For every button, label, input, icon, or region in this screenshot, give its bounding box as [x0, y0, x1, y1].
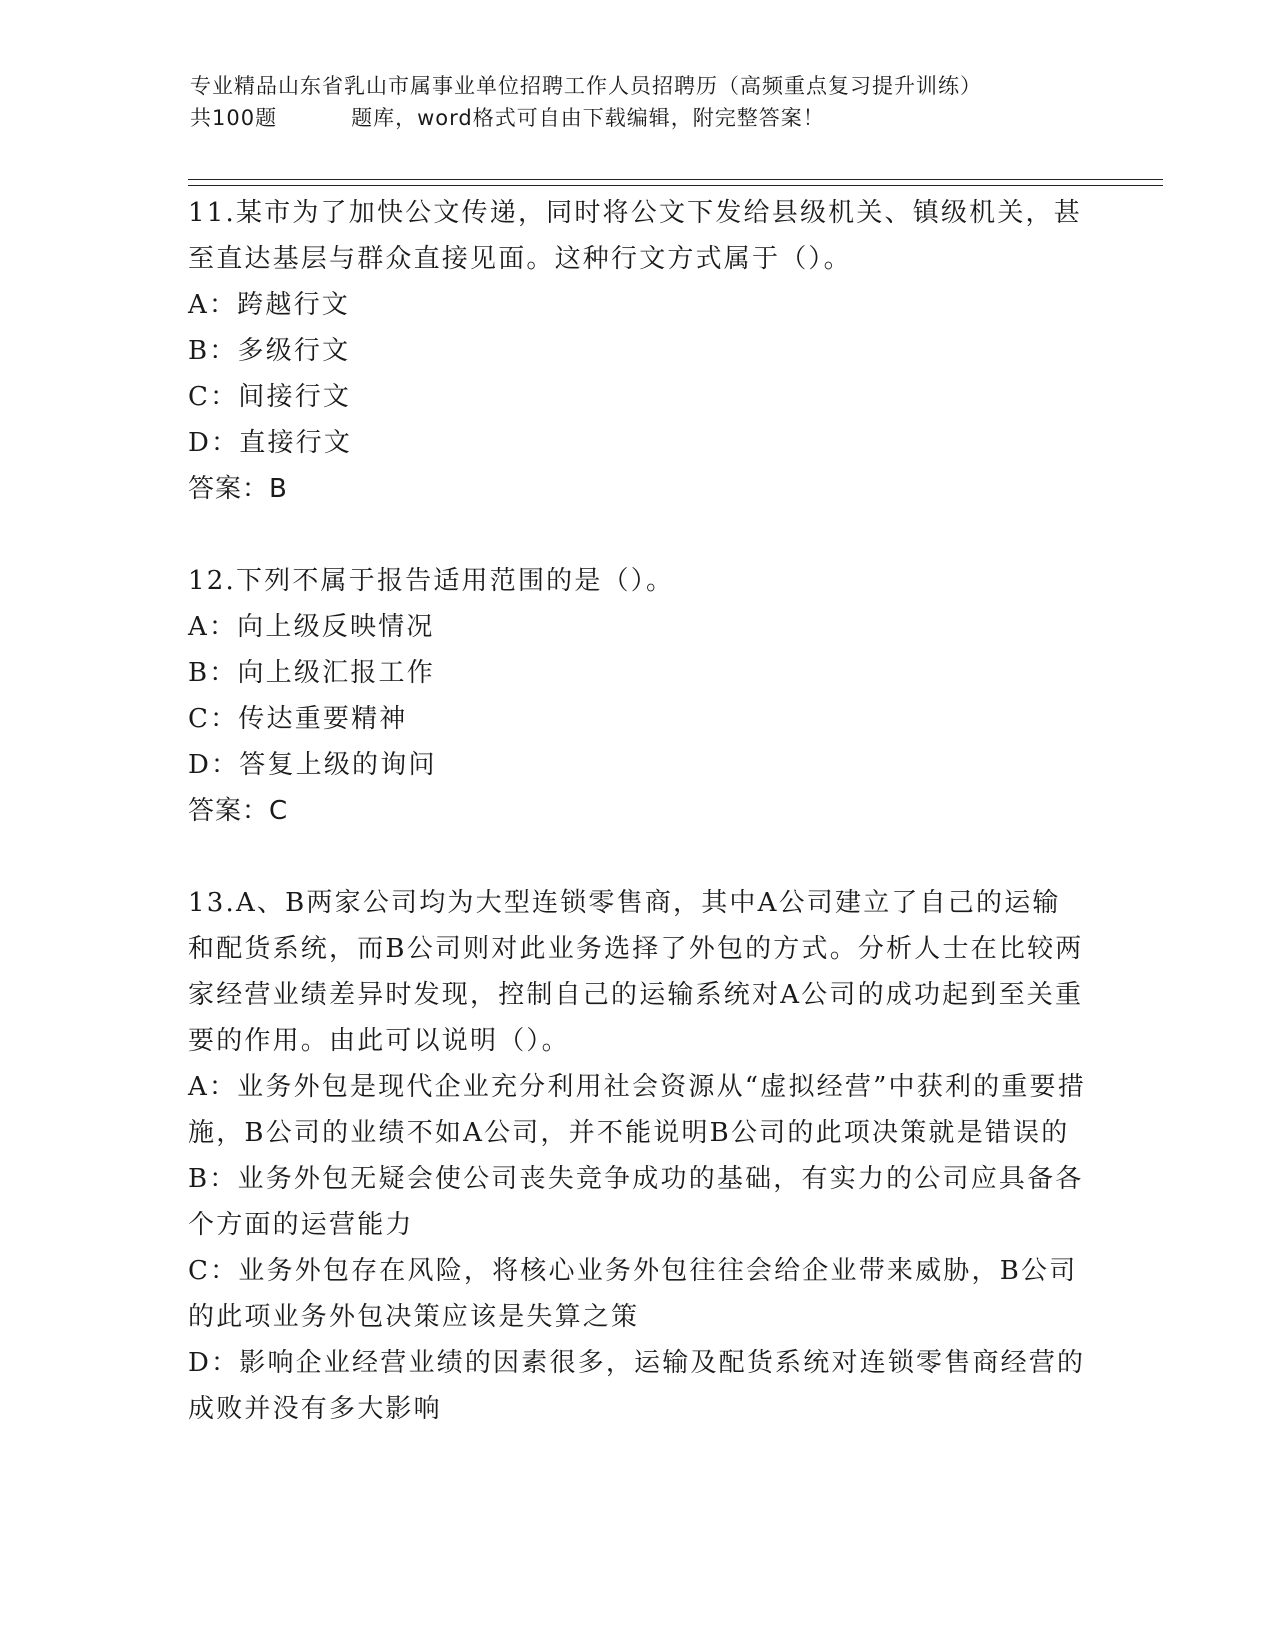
question-separator — [188, 834, 1088, 880]
option-a: A：业务外包是现代企业充分利用社会资源从“虚拟经营”中获利的重要措施，B公司的业绩不如A公司，并不能说明B公司的此项决策就是错误的 — [188, 1072, 1086, 1148]
question-12 — [188, 558, 1088, 834]
document-header — [190, 70, 1090, 134]
header-subtitle — [190, 102, 1090, 134]
option-c: C：传达重要精神 — [188, 704, 408, 734]
option-b: B：向上级汇报工作 — [188, 658, 435, 688]
header-question-count: 共100题 — [190, 106, 278, 130]
option-a: A：向上级反映情况 — [188, 612, 435, 642]
header-format-note: 题库，word格式可自由下载编辑，附完整答案！ — [351, 106, 825, 130]
question-list — [188, 190, 1088, 1432]
question-text: 13.A、B两家公司均为大型连锁零售商，其中A公司建立了自己的运输和配货系统，而B公司则对此业务选择了外包的方式。分析人士在比较两家经营业绩差异时发现，控制自己的运输系统对A公司的成功起到至关重要的作用。由此可以说明（）。 — [188, 888, 1084, 1056]
header-divider-top — [188, 179, 1163, 180]
option-c: C：间接行文 — [188, 382, 352, 412]
option-b: B：多级行文 — [188, 336, 351, 366]
option-d: D：影响企业经营业绩的因素很多，运输及配货系统对连锁零售商经营的成败并没有多大影响 — [188, 1348, 1086, 1424]
question-text: 12.下列不属于报告适用范围的是（）。 — [188, 566, 675, 596]
question-11 — [188, 190, 1088, 512]
header-divider-bottom — [188, 185, 1163, 186]
answer: 答案：B — [188, 474, 288, 504]
header-title: 专业精品山东省乳山市属事业单位招聘工作人员招聘历（高频重点复习提升训练） — [190, 74, 982, 98]
option-b: B：业务外包无疑会使公司丧失竞争成功的基础，有实力的公司应具备各个方面的运营能力 — [188, 1164, 1084, 1240]
option-a: A：跨越行文 — [188, 290, 350, 320]
option-d: D：直接行文 — [188, 428, 353, 458]
option-c: C：业务外包存在风险，将核心业务外包往往会给企业带来威胁，B公司的此项业务外包决策应该是失算之策 — [188, 1256, 1078, 1332]
question-13 — [188, 880, 1088, 1432]
answer: 答案：C — [188, 796, 289, 826]
question-text: 11.某市为了加快公文传递，同时将公文下发给县级机关、镇级机关，甚至直达基层与群众直接见面。这种行文方式属于（）。 — [188, 198, 1082, 274]
question-separator — [188, 512, 1088, 558]
option-d: D：答复上级的询问 — [188, 750, 437, 780]
